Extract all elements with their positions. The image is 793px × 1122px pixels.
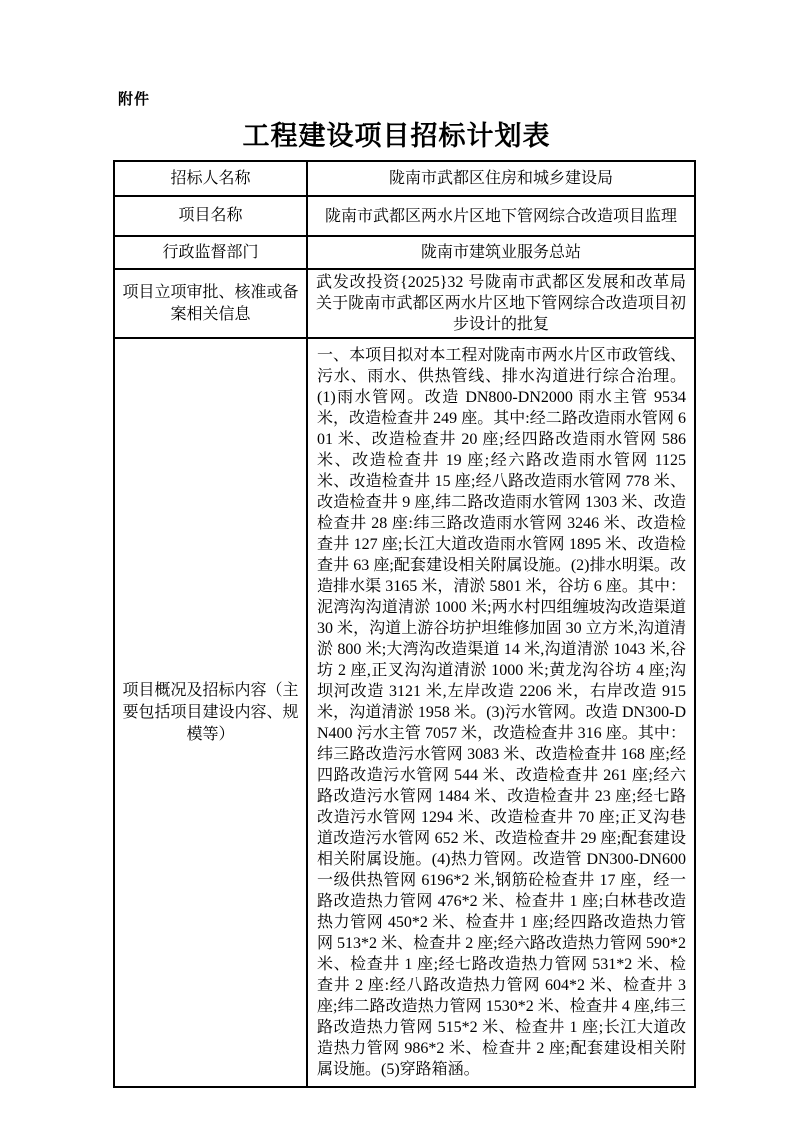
table-row-project-overview bbox=[114, 338, 695, 1087]
approval-info-value: 武发改投资{2025}32 号陇南市武都区发展和改革局关于陇南市武都区两水片区地下管网综合改造项目初步设计的批复 bbox=[307, 269, 695, 338]
supervisory-department-label: 行政监督部门 bbox=[114, 236, 307, 269]
page-title: 工程建设项目招标计划表 bbox=[242, 121, 551, 151]
bidding-plan-table bbox=[113, 160, 696, 1088]
approval-info-label: 项目立项审批、核准或备案相关信息 bbox=[114, 269, 307, 338]
table-row-project-name bbox=[114, 196, 695, 236]
tenderer-name-value: 陇南市武都区住房和城乡建设局 bbox=[307, 161, 695, 196]
supervisory-department-value: 陇南市建筑业服务总站 bbox=[307, 236, 695, 269]
project-name-value: 陇南市武都区两水片区地下管网综合改造项目监理 bbox=[307, 196, 695, 236]
project-name-label: 项目名称 bbox=[114, 196, 307, 236]
table-row-approval-info bbox=[114, 269, 695, 338]
project-overview-label: 项目概况及招标内容（主要包括项目建设内容、规模等） bbox=[114, 338, 307, 1087]
table-row-supervisory-department bbox=[114, 236, 695, 269]
table-row-tenderer-name bbox=[114, 161, 695, 196]
tenderer-name-label: 招标人名称 bbox=[114, 161, 307, 196]
project-overview-value: 一、本项目拟对本工程对陇南市两水片区市政管线、污水、雨水、供热管线、排水沟道进行综合治理。(1)雨水管网。改造 DN800-DN2000 雨水主管 9534 米，改造检查井 249 座。其中:经二路改造雨水管网 601 米、改造检查井 20 座;经四路改造雨水管网 586 米、改造检查井 19 座;经六路改造雨水管网 1125 米、改造检查井 15 座;经八路改造雨水管网 778 米、改造检查井 9 座,纬二路改造雨水管网 1303 米、改造检查井 28 座:纬三路改造雨水管网 3246 米、改造检查井 127 座;长江大道改造雨水管网 1895 米、改造检查井 63 座;配套建设相关附属设施。(2)排水明渠。改造排水渠 3165 米，清淤 5801 米，谷坊 6 座。其中：泥湾沟沟道清淤 1000 米;两水村四组缠坡沟改造渠道 30 米，沟道上游谷坊护坦维修加固 30 立方米,沟道清淤 800 米;大湾沟改造渠道 14 米,沟道清淤 1043 米,谷坊 2 座,正叉沟沟道清淤 1000 米;黄龙沟谷坊 4 座;沟坝河改造 3121 米,左岸改造 2206 米，右岸改造 915 米，沟道清淤 1958 米。(3)污水管网。改造 DN300-DN400 污水主管 7057 米，改造检查井 316 座。其中：纬三路改造污水管网 3083 米、改造检查井 168 座;经四路改造污水管网 544 米、改造检查井 261 座;经六路改造污水管网 1484 米、改造检查井 23 座;经七路改造污水管网 1294 米、改造检查井 70 座;正叉沟巷道改造污水管网 652 米、改造检查井 29 座;配套建设相关附属设施。(4)热力管网。改造管 DN300-DN600 一级供热管网 6196*2 米,钢筋砼检查井 17 座，经一路改造热力管网 476*2 米、检查井 1 座;白林巷改造热力管网 450*2 米、检查井 1 座;经四路改造热力管网 513*2 米、检查井 2 座;经六路改造热力管网 590*2 米、检查井 1 座;经七路改造热力管网 531*2 米、检查井 2 座:经八路改造热力管网 604*2 米、检查井 3 座;纬二路改造热力管网 1530*2 米、检查井 4 座,纬三路改造热力管网 515*2 米、检查井 1 座;长江大道改造热力管网 986*2 米、检查井 2 座;配套建设相关附属设施。(5)穿路箱涵。 bbox=[307, 338, 695, 1087]
attachment-label: 附件 bbox=[118, 92, 151, 108]
